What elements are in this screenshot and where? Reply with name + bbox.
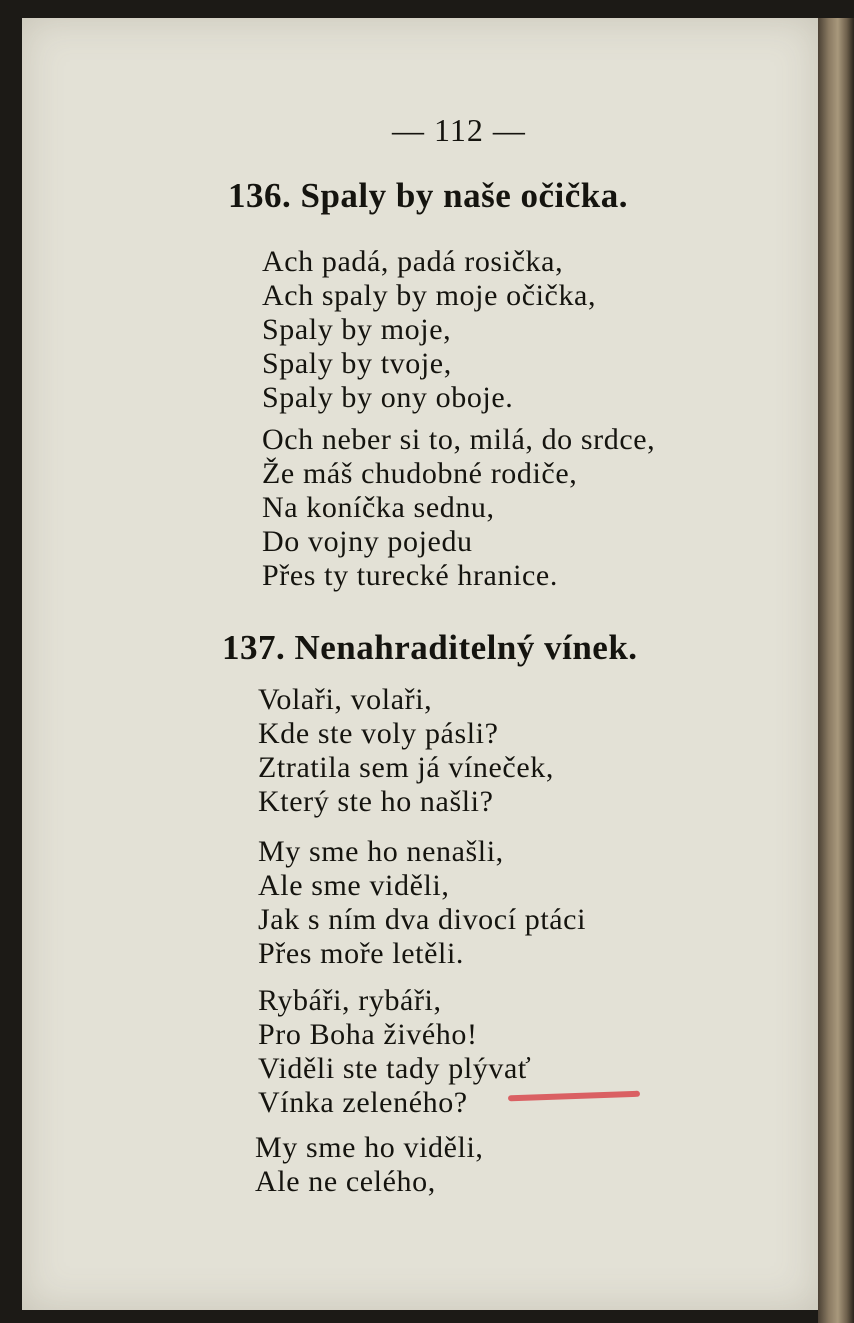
verse-line: Volaři, volaři, bbox=[258, 683, 433, 716]
song-137-stanza-2 bbox=[258, 835, 586, 971]
verse-line: Ale sme viděli, bbox=[258, 869, 450, 902]
verse-line: Rybáři, rybáři, bbox=[258, 984, 442, 1017]
verse-line: Přes moře letěli. bbox=[258, 937, 464, 970]
verse-line: Och neber si to, milá, do srdce, bbox=[262, 423, 656, 456]
verse-line: Spaly by ony oboje. bbox=[262, 381, 514, 414]
verse-line: Ach padá, padá rosička, bbox=[262, 245, 564, 278]
song-137-stanza-4 bbox=[255, 1131, 484, 1199]
verse-line: Kde ste voly pásli? bbox=[258, 717, 499, 750]
song-136-stanza-1 bbox=[262, 245, 596, 415]
verse-line: My sme ho viděli, bbox=[255, 1131, 484, 1164]
verse-line: Ach spaly by moje očička, bbox=[262, 279, 597, 312]
verse-line: Ztratila sem já víneček, bbox=[258, 751, 554, 784]
verse-line: Spaly by moje, bbox=[262, 313, 452, 346]
page-number: — 112 — bbox=[392, 112, 526, 148]
verse-line: Vínka zeleného? bbox=[258, 1086, 468, 1119]
verse-line: Do vojny pojedu bbox=[262, 525, 473, 558]
song-136-stanza-2 bbox=[262, 423, 655, 593]
verse-line: My sme ho nenašli, bbox=[258, 835, 504, 868]
verse-line: Pro Boha živého! bbox=[258, 1018, 478, 1051]
book-spine bbox=[818, 18, 854, 1323]
verse-line: Přes ty turecké hranice. bbox=[262, 559, 558, 592]
verse-line: Spaly by tvoje, bbox=[262, 347, 452, 380]
song-137-stanza-3 bbox=[258, 984, 531, 1120]
song-137-stanza-1 bbox=[258, 683, 554, 819]
verse-line: Viděli ste tady plývať bbox=[258, 1052, 532, 1085]
song-136-title: 136. Spaly by naše očička. bbox=[228, 176, 628, 215]
verse-line: Ale ne celého, bbox=[255, 1165, 436, 1198]
verse-line: Na koníčka sednu, bbox=[262, 491, 495, 524]
verse-line: Jak s ním dva divocí ptáci bbox=[258, 903, 587, 936]
verse-line: Že máš chudobné rodiče, bbox=[262, 457, 578, 490]
song-137-title: 137. Nenahraditelný vínek. bbox=[222, 628, 638, 667]
verse-line: Který ste ho našli? bbox=[258, 785, 494, 818]
